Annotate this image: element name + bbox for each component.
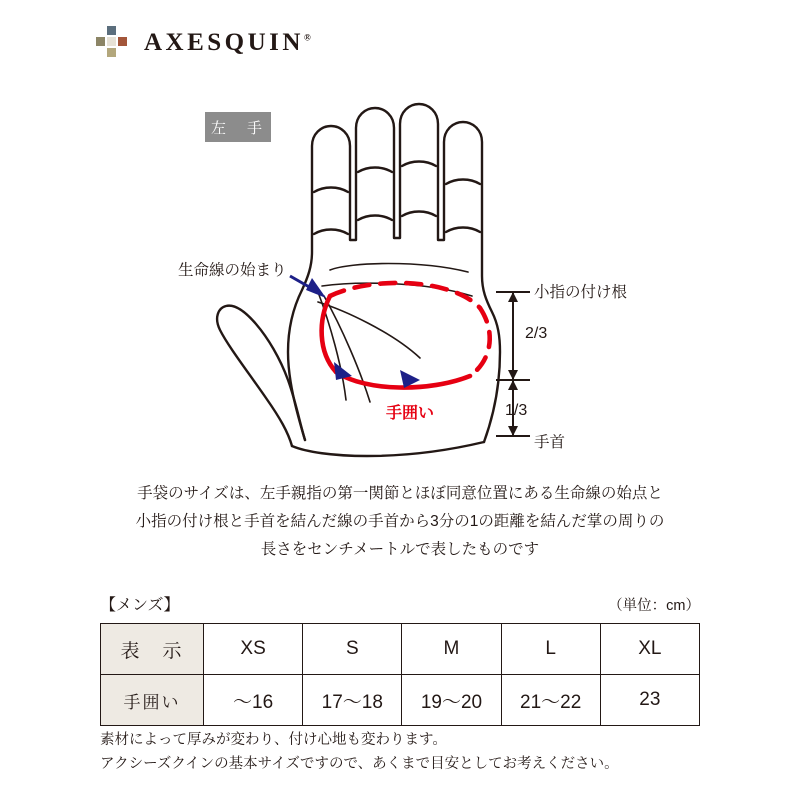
footnote-block <box>100 728 619 776</box>
brand-logo <box>96 26 311 60</box>
table-cell-size-xl: XL <box>600 624 699 675</box>
table-cell-value-l: 21～22 <box>501 675 600 726</box>
table-cell-size-s: S <box>303 624 402 675</box>
table-cell-value-s: 17～18 <box>303 675 402 726</box>
table-cell-value-xs: ～16 <box>204 675 303 726</box>
description-line-1: 手袋のサイズは、左手親指の第一関節とほぼ同意位置にある生命線の始点と <box>137 485 663 502</box>
label-life-line: 生命線の始まり <box>178 262 287 279</box>
table-cell-size-m: M <box>402 624 501 675</box>
registered-mark: ® <box>303 32 311 43</box>
table-cell-value-xl: 23 <box>600 675 699 726</box>
hand-measurement-diagram <box>0 80 800 470</box>
label-wrist: 手首 <box>534 434 566 451</box>
description-line-3: 長さをセンチメートルで表したものです <box>260 541 540 558</box>
table-cell-size-xs: XS <box>204 624 303 675</box>
label-pinky-base: 小指の付け根 <box>534 284 628 301</box>
description-block <box>0 480 800 564</box>
description-line-2: 小指の付け根と手首を結んだ線の手首から3分の1の距離を結んだ掌の周りの <box>135 513 665 530</box>
table-cell-value-m: 19～20 <box>402 675 501 726</box>
label-two-thirds: 2/3 <box>525 325 548 342</box>
table-cell-size-l: L <box>501 624 600 675</box>
table-caption: 【メンズ】 <box>100 597 180 614</box>
label-hand-circumference: 手囲い <box>386 405 435 422</box>
left-hand-badge: 左 手 <box>205 112 271 142</box>
table-row <box>101 675 700 726</box>
footnote-line-2: アクシーズクインの基本サイズですので、あくまで目安としてお考えください。 <box>100 756 619 772</box>
logo-squares-icon <box>96 26 130 60</box>
brand-name <box>144 29 311 57</box>
table-row-header-display: 表 示 <box>101 624 204 675</box>
footnote-line-1: 素材によって厚みが変わり、付け心地も変わります。 <box>100 732 447 748</box>
brand-name-text: AXESQUIN <box>144 29 304 56</box>
size-table <box>100 623 700 726</box>
table-row <box>101 624 700 675</box>
table-caption-row <box>100 592 700 615</box>
table-unit: （単位：cm） <box>608 598 700 614</box>
table-row-header-circumference: 手囲い <box>101 675 204 726</box>
label-one-third: 1/3 <box>505 402 528 419</box>
